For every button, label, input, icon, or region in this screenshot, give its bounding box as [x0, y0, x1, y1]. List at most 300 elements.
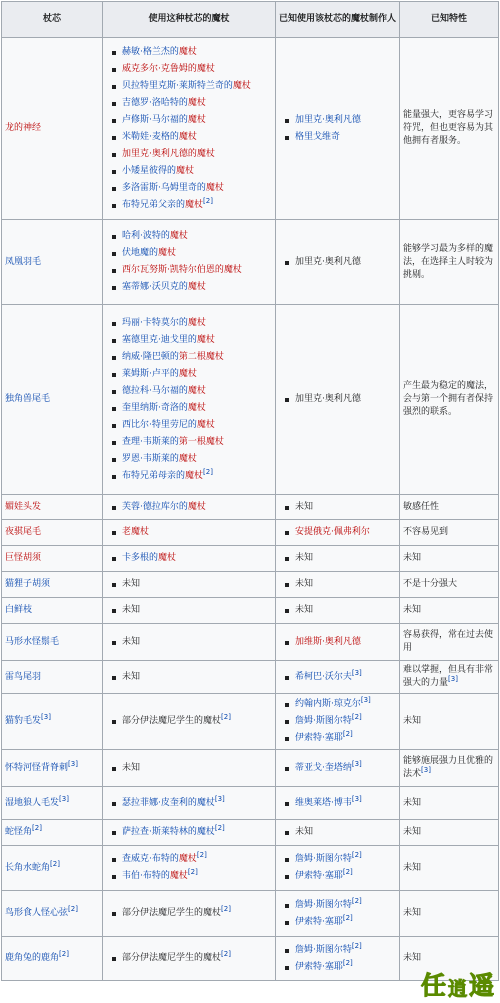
cell-wands: [103, 305, 276, 495]
known-traits-text: 能够施展强力且优雅的法术: [403, 756, 494, 779]
cell-wands: [103, 520, 276, 546]
wand-list: [106, 824, 272, 841]
cell-makers: [276, 661, 400, 694]
list-item: [122, 434, 272, 451]
table-row: [2, 624, 499, 661]
maker-list: [279, 760, 396, 777]
known-traits-text: 未知: [403, 862, 422, 873]
list-item: [295, 760, 396, 777]
cell-makers: [276, 820, 400, 846]
header-makers: 已知使用该杖芯的魔杖制作人: [276, 2, 400, 38]
wand-owner-link[interactable]: 米勒娃·麦格的: [122, 131, 179, 142]
list-item: [122, 576, 272, 593]
maker-link: 加里克·奥利凡德: [295, 394, 361, 404]
maker-link[interactable]: 詹姆·斯图尔特: [295, 944, 352, 955]
cell-known-traits: [400, 694, 499, 750]
cell-wands: [103, 787, 276, 820]
table-row: [2, 891, 499, 937]
table-row: [2, 846, 499, 891]
cell-wands: [103, 495, 276, 520]
maker-link[interactable]: 詹姆·斯图尔特: [295, 854, 352, 864]
watermark-char: 任: [420, 971, 446, 1000]
wand-link[interactable]: 魔杖: [169, 231, 188, 241]
maker-link[interactable]: 希柯巴·沃尔夫: [295, 671, 352, 682]
wand-list: [106, 950, 272, 967]
cell-core: [2, 598, 103, 624]
known-traits-text: 能够学习最为多样的魔法，在选择主人时较为挑剔。: [403, 243, 494, 280]
cell-makers: [276, 694, 400, 750]
wand-owner-link[interactable]: 布特兄弟父亲的: [122, 199, 186, 210]
wand-link[interactable]: 魔杖: [169, 871, 188, 881]
table-row: [2, 694, 499, 750]
maker-link[interactable]: 詹姆·斯图尔特: [295, 899, 352, 910]
table-row: [2, 572, 499, 598]
core-link[interactable]: 怀特河怪背脊刺: [5, 762, 69, 773]
wand-owner-link[interactable]: 老魔杖: [122, 527, 150, 537]
list-item: [295, 696, 396, 713]
wand-owner-link[interactable]: 萨拉查·斯莱特林的魔杖: [122, 827, 215, 837]
reference-link[interactable]: [3]: [360, 696, 371, 704]
list-item: [295, 524, 396, 541]
wand-owner-link[interactable]: 西比尔·特里劳尼的: [122, 419, 197, 430]
header-core: 杖芯: [2, 2, 103, 38]
wand-owner-link[interactable]: 哈利·波特的: [122, 231, 170, 241]
reference-link[interactable]: [2]: [221, 905, 231, 913]
reference-link[interactable]: [2]: [196, 851, 207, 859]
list-item: [122, 315, 272, 332]
list-item: [295, 942, 396, 959]
wand-link[interactable]: 魔杖: [187, 385, 206, 396]
core-link[interactable]: 湿地狼人毛发: [5, 797, 60, 808]
list-item: [122, 468, 272, 485]
maker-link[interactable]: 伊索特·塞耶: [295, 871, 343, 881]
cell-core: [2, 38, 103, 220]
reference-link[interactable]: [2]: [351, 713, 362, 721]
wand-list: [106, 634, 272, 651]
wand-owner-link[interactable]: 芙蓉·德拉库尔的: [122, 501, 188, 512]
cell-known-traits: [400, 624, 499, 661]
list-item: [122, 228, 272, 245]
wand-owner-link[interactable]: 罗恩·韦斯莱的: [122, 453, 179, 464]
list-item: [295, 824, 396, 841]
maker-link[interactable]: 加里克·奥利凡德: [295, 114, 361, 125]
maker-link[interactable]: 詹姆·斯图尔特: [295, 716, 352, 726]
known-traits-text: 未知: [403, 716, 422, 726]
cell-known-traits: [400, 305, 499, 495]
core-link[interactable]: 白鲜枝: [5, 605, 33, 615]
wand-link[interactable]: 魔杖: [178, 46, 197, 57]
list-item: [295, 959, 396, 976]
cell-wands: [103, 750, 276, 787]
cell-makers: [276, 891, 400, 937]
wand-owner-link[interactable]: 查理·韦斯莱的: [122, 436, 179, 447]
wand-list: [106, 550, 272, 567]
header-known: 已知特性: [400, 2, 499, 38]
cell-core: [2, 694, 103, 750]
cell-known-traits: [400, 820, 499, 846]
cell-core: [2, 624, 103, 661]
header-wands: 使用这种杖芯的魔杖: [103, 2, 276, 38]
wand-owner-link: 未知: [122, 762, 141, 773]
cell-makers: [276, 787, 400, 820]
cell-known-traits: [400, 787, 499, 820]
maker-list: [279, 499, 396, 516]
cell-wands: [103, 572, 276, 598]
wand-link[interactable]: 魔杖: [158, 553, 177, 563]
wand-owner-link: 未知: [122, 636, 141, 647]
cell-known-traits: [400, 495, 499, 520]
list-item: [122, 180, 272, 197]
cell-known-traits: [400, 520, 499, 546]
wand-owner-link[interactable]: 查威克·布特的: [122, 854, 179, 864]
wand-link[interactable]: 魔杖: [187, 114, 206, 125]
core-link[interactable]: 猫狸子胡须: [5, 579, 51, 589]
list-item: [122, 146, 272, 163]
wand-owner-link[interactable]: 奎里纳斯·奇洛的: [122, 402, 188, 413]
cell-known-traits: [400, 598, 499, 624]
cell-makers: [276, 520, 400, 546]
wand-list: [106, 228, 272, 296]
table-row: [2, 546, 499, 572]
core-link[interactable]: 长角水蛇角: [5, 862, 51, 873]
maker-link[interactable]: 伊索特·塞耶: [295, 733, 343, 743]
cell-known-traits: [400, 572, 499, 598]
cell-makers: [276, 546, 400, 572]
list-item: [122, 760, 272, 777]
reference-link[interactable]: [3]: [351, 668, 362, 677]
wand-owner-link[interactable]: 德拉科·马尔福的: [122, 385, 188, 396]
wand-owner-link[interactable]: 威克多尔·克鲁姆的魔杖: [122, 63, 215, 74]
table-row: [2, 598, 499, 624]
known-traits-text: 未知: [403, 827, 422, 837]
wand-link[interactable]: 魔杖: [187, 282, 206, 292]
cell-makers: [276, 495, 400, 520]
wand-list: [106, 576, 272, 593]
wand-owner-link[interactable]: 塞蒂娜·沃贝克的: [122, 282, 188, 292]
list-item: [122, 602, 272, 619]
table-header-row: [2, 2, 499, 38]
wand-owner-link[interactable]: 布特兄弟母亲的: [122, 470, 186, 481]
wand-list: [106, 44, 272, 214]
cell-known-traits: [400, 38, 499, 220]
core-link[interactable]: 凤凰羽毛: [5, 256, 42, 267]
known-traits-text: 产生最为稳定的魔法，会与第一个拥有者保持强烈的联系。: [403, 381, 494, 417]
maker-link: 加里克·奥利凡德: [295, 256, 361, 267]
reference-link[interactable]: [2]: [221, 950, 231, 958]
cell-wands: [103, 220, 276, 305]
wand-link[interactable]: 魔杖: [178, 131, 197, 142]
list-item: [122, 499, 272, 516]
wand-list: [106, 315, 272, 485]
reference-link[interactable]: [2]: [59, 950, 69, 958]
maker-list: [279, 634, 396, 651]
known-traits-text: 不容易见到: [403, 527, 449, 537]
cell-known-traits: [400, 220, 499, 305]
known-traits-text: 难以掌握，但具有非常强大的力量: [403, 665, 494, 688]
cell-core: [2, 750, 103, 787]
wand-owner-link[interactable]: 贝拉特里克斯·莱斯特兰奇的: [122, 80, 233, 91]
cell-known-traits: [400, 546, 499, 572]
reference-link[interactable]: [2]: [203, 467, 213, 476]
wand-owner-link[interactable]: 瑟拉菲娜·皮奎利的魔杖: [122, 797, 215, 808]
wand-owner-link[interactable]: 吉德罗·洛哈特的: [122, 97, 188, 108]
core-link[interactable]: 媚娃头发: [5, 501, 42, 512]
cell-core: [2, 891, 103, 937]
list-item: [295, 730, 396, 747]
wand-owner-link[interactable]: 卢修斯·马尔福的: [122, 114, 188, 125]
wand-link[interactable]: 魔杖: [178, 368, 197, 379]
list-item: [122, 851, 272, 868]
maker-list: [279, 669, 396, 686]
list-item: [122, 451, 272, 468]
cell-core: [2, 937, 103, 981]
core-link[interactable]: 猫豹毛发: [5, 716, 42, 726]
wand-link[interactable]: 魔杖: [196, 419, 215, 430]
maker-link[interactable]: 安提俄克·佩弗利尔: [295, 527, 370, 537]
list-item: [122, 112, 272, 129]
watermark-char: 遥: [468, 971, 494, 1000]
wand-link[interactable]: 魔杖: [187, 97, 206, 108]
cell-core: [2, 546, 103, 572]
maker-link[interactable]: 伊索特·塞耶: [295, 961, 343, 972]
core-link[interactable]: 鸟形食人怪心弦: [5, 908, 69, 918]
reference-link[interactable]: [3]: [421, 766, 431, 774]
cell-makers: [276, 750, 400, 787]
list-item: [122, 713, 272, 730]
wand-list: [106, 524, 272, 541]
cell-makers: [276, 598, 400, 624]
table-row: [2, 520, 499, 546]
cell-makers: [276, 846, 400, 891]
core-link[interactable]: 独角兽尾毛: [5, 394, 51, 404]
reference-link[interactable]: [2]: [351, 941, 362, 950]
reference-link[interactable]: [2]: [342, 958, 353, 967]
cell-makers: [276, 572, 400, 598]
wand-owner-link[interactable]: 西尔瓦努斯·凯特尔伯恩的魔杖: [122, 265, 242, 275]
cell-core: [2, 846, 103, 891]
known-traits-text: 容易获得，常在过去使用: [403, 630, 494, 653]
cell-core: [2, 520, 103, 546]
wand-link[interactable]: 第一根魔杖: [178, 436, 224, 447]
list-item: [122, 950, 272, 967]
wand-link[interactable]: 第二根魔杖: [178, 351, 224, 362]
table-body: [2, 38, 499, 981]
list-item: [122, 61, 272, 78]
maker-link[interactable]: 加维斯·奥利凡德: [295, 636, 361, 647]
wand-list: [106, 602, 272, 619]
list-item: [295, 129, 396, 146]
reference-link[interactable]: [2]: [203, 196, 213, 205]
maker-list: [279, 795, 396, 812]
wand-link[interactable]: 魔杖: [187, 317, 206, 328]
wand-owner-link[interactable]: 塞德里克·迪戈里的: [122, 334, 197, 345]
list-item: [122, 669, 272, 686]
known-traits-text: 未知: [403, 908, 422, 918]
table-row: [2, 661, 499, 694]
cell-wands: [103, 38, 276, 220]
wand-owner-link[interactable]: 韦伯·布特的: [122, 871, 170, 881]
wand-list: [106, 851, 272, 885]
list-item: [122, 44, 272, 61]
known-traits-text: 能量强大，更容易学习符咒，但也更容易为其他拥有者服务。: [403, 110, 494, 146]
list-item: [295, 550, 396, 567]
reference-link[interactable]: [2]: [342, 913, 353, 922]
core-link[interactable]: 雷鸟尾羽: [5, 671, 42, 682]
wand-owner-link: 未知: [122, 671, 141, 682]
reference-link[interactable]: [3]: [351, 759, 362, 768]
maker-list: [279, 391, 396, 408]
known-traits-text: 未知: [403, 553, 422, 563]
cell-wands: [103, 820, 276, 846]
wand-owner-link[interactable]: 莱姆斯·卢平的: [122, 368, 179, 379]
known-traits-text: 未知: [403, 797, 422, 808]
list-item: [122, 550, 272, 567]
list-item: [122, 868, 272, 885]
list-item: [295, 602, 396, 619]
wand-owner-link[interactable]: 小矮星彼得的: [122, 165, 177, 176]
wand-owner-link[interactable]: 多洛雷斯·乌姆里奇的: [122, 182, 206, 193]
wand-link[interactable]: 魔杖: [232, 80, 251, 91]
reference-link[interactable]: [3]: [351, 794, 362, 803]
cell-wands: [103, 694, 276, 750]
wand-owner-link[interactable]: 加里克·奥利凡德的魔杖: [122, 148, 215, 159]
wand-link[interactable]: 魔杖: [196, 334, 215, 345]
list-item: [122, 129, 272, 146]
list-item: [295, 914, 396, 931]
reference-link[interactable]: [2]: [351, 896, 362, 905]
wand-owner-link: 部分伊法魔尼学生的魔杖: [122, 908, 222, 918]
list-item: [295, 499, 396, 516]
cell-known-traits: [400, 661, 499, 694]
list-item: [122, 332, 272, 349]
list-item: [122, 400, 272, 417]
wand-link[interactable]: 魔杖: [158, 248, 177, 258]
maker-link[interactable]: 格里戈维奇: [295, 131, 341, 142]
maker-link: 未知: [295, 553, 314, 563]
table-row: [2, 787, 499, 820]
wand-link[interactable]: 魔杖: [205, 182, 224, 193]
wand-owner-link[interactable]: 赫敏·格兰杰的: [122, 46, 179, 57]
cell-known-traits: [400, 891, 499, 937]
cell-wands: [103, 891, 276, 937]
wand-link[interactable]: 魔杖: [187, 501, 206, 512]
list-item: [295, 795, 396, 812]
wand-owner-link[interactable]: 卡多根的: [122, 553, 159, 563]
list-item: [122, 795, 272, 812]
core-link[interactable]: 巨怪胡须: [5, 553, 42, 563]
wand-owner-link[interactable]: 纳威·隆巴顿的: [122, 351, 179, 362]
wand-link[interactable]: 魔杖: [187, 402, 206, 413]
wand-list: [106, 499, 272, 516]
cell-core: [2, 661, 103, 694]
maker-link[interactable]: 维奥莱塔·博韦: [295, 797, 352, 808]
maker-list: [279, 824, 396, 841]
maker-list: [279, 942, 396, 976]
list-item: [295, 391, 396, 408]
list-item: [295, 669, 396, 686]
reference-link[interactable]: [2]: [32, 824, 42, 832]
reference-link[interactable]: [3]: [68, 759, 78, 768]
core-link[interactable]: 蛇怪角: [5, 827, 33, 837]
list-item: [122, 383, 272, 400]
table-row: [2, 220, 499, 305]
cell-core: [2, 820, 103, 846]
wand-link[interactable]: 魔杖: [176, 165, 195, 176]
list-item: [295, 897, 396, 914]
wand-owner-link[interactable]: 伏地魔的: [122, 248, 159, 258]
cell-wands: [103, 624, 276, 661]
cell-makers: [276, 220, 400, 305]
list-item: [122, 197, 272, 214]
wand-owner-link[interactable]: 玛丽·卡特莫尔的: [122, 317, 188, 328]
cell-wands: [103, 846, 276, 891]
table-row: [2, 750, 499, 787]
maker-list: [279, 524, 396, 541]
reference-link[interactable]: [3]: [214, 794, 225, 803]
known-traits-text: 未知: [403, 953, 422, 963]
reference-link[interactable]: [2]: [214, 824, 225, 832]
reference-link[interactable]: [2]: [342, 868, 353, 876]
list-item: [295, 851, 396, 868]
maker-link[interactable]: 蒂亚戈·奎塔纳: [295, 762, 352, 773]
wand-link[interactable]: 魔杖: [178, 453, 197, 464]
wand-link[interactable]: 魔杖: [178, 854, 197, 864]
cell-wands: [103, 598, 276, 624]
list-item: [295, 576, 396, 593]
wand-owner-link: 未知: [122, 605, 141, 615]
reference-link[interactable]: [3]: [448, 675, 458, 683]
list-item: [295, 634, 396, 651]
table-row: [2, 305, 499, 495]
maker-list: [279, 550, 396, 567]
wand-link[interactable]: 魔杖: [185, 199, 204, 210]
core-link[interactable]: 龙的神经: [5, 123, 42, 133]
reference-link[interactable]: [3]: [59, 794, 69, 803]
wand-link[interactable]: 魔杖: [185, 470, 204, 481]
table-row: [2, 38, 499, 220]
watermark-char: 逍: [447, 978, 467, 1000]
known-traits-text: 未知: [403, 605, 422, 615]
list-item: [295, 713, 396, 730]
list-item: [122, 905, 272, 922]
table-row: [2, 820, 499, 846]
maker-link[interactable]: 伊索特·塞耶: [295, 916, 343, 927]
core-link[interactable]: 夜骐尾毛: [5, 527, 42, 537]
list-item: [122, 524, 272, 541]
reference-link[interactable]: [2]: [351, 851, 362, 859]
reference-link[interactable]: [3]: [41, 713, 51, 721]
maker-link[interactable]: 约翰内斯·琼克尔: [295, 699, 361, 709]
reference-link[interactable]: [2]: [221, 713, 231, 721]
list-item: [122, 78, 272, 95]
reference-link[interactable]: [2]: [342, 730, 353, 738]
reference-link[interactable]: [2]: [187, 868, 198, 876]
reference-link[interactable]: [2]: [50, 859, 60, 868]
cell-known-traits: [400, 750, 499, 787]
maker-link: 未知: [295, 501, 314, 512]
list-item: [122, 95, 272, 112]
core-link[interactable]: 鹿角兔的鹿角: [5, 953, 60, 963]
core-link[interactable]: 马形水怪鬃毛: [5, 636, 60, 647]
wand-owner-link: 部分伊法魔尼学生的魔杖: [122, 716, 222, 726]
wand-list: [106, 795, 272, 812]
maker-link: 未知: [295, 579, 314, 589]
maker-list: [279, 112, 396, 146]
list-item: [122, 279, 272, 296]
cell-makers: [276, 305, 400, 495]
reference-link[interactable]: [2]: [68, 905, 78, 913]
wand-list: [106, 669, 272, 686]
